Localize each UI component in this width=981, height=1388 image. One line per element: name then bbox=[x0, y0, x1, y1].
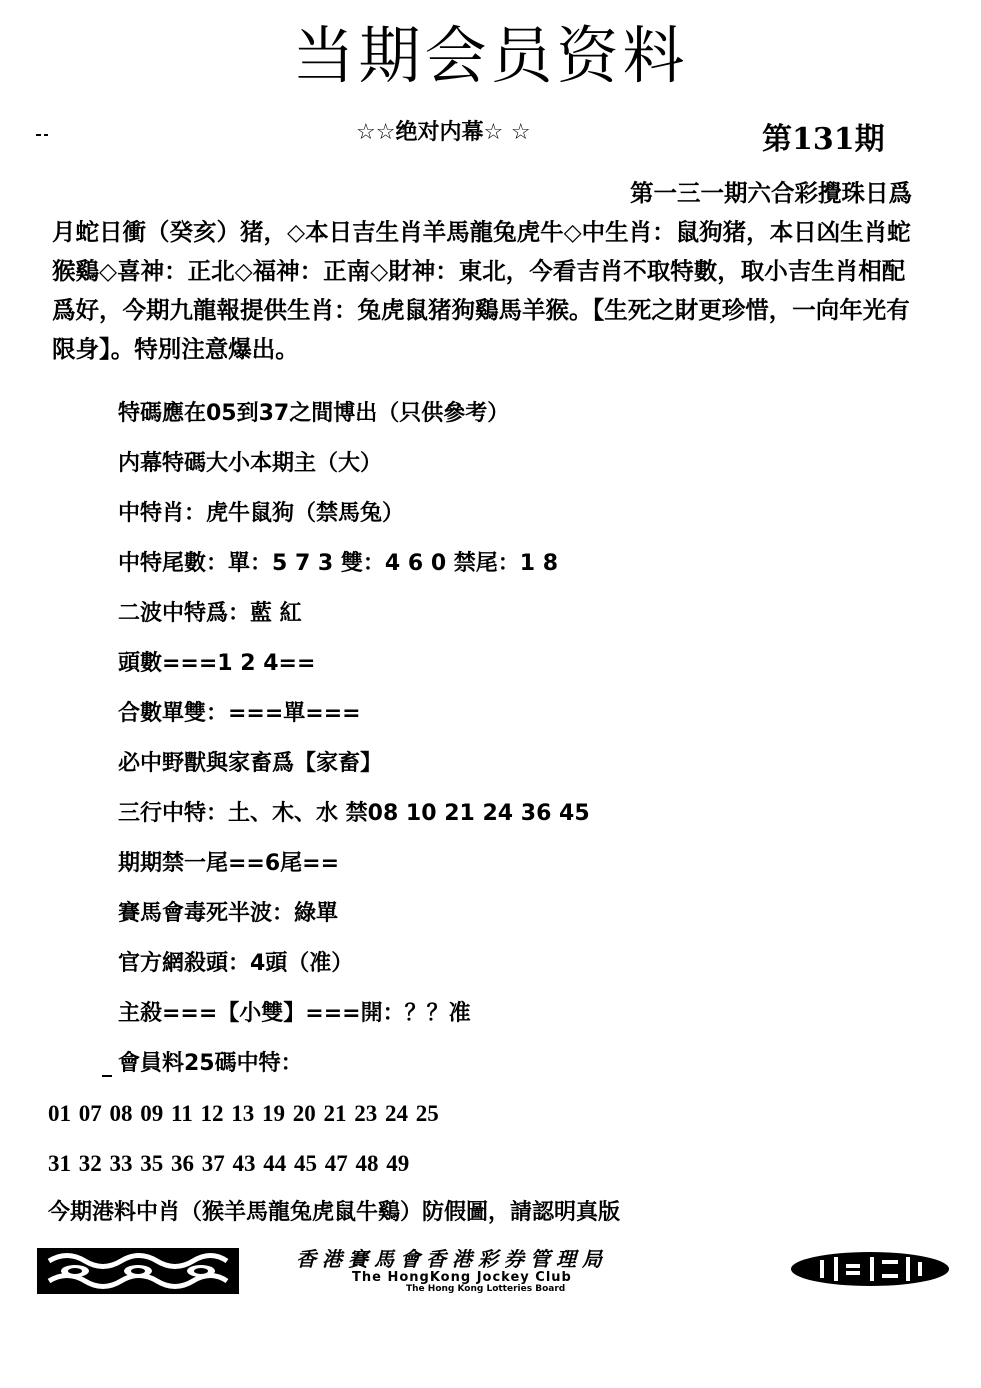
scan-speck bbox=[44, 134, 48, 136]
number-row: 31 32 33 35 36 37 43 44 45 47 48 49 bbox=[48, 1151, 410, 1176]
intro-first-line: 第一三一期六合彩攪珠日爲 bbox=[630, 179, 912, 207]
number-row: 01 07 08 09 11 12 13 19 20 21 23 24 25 bbox=[48, 1101, 439, 1126]
list-item: 二波中特爲：藍 紅 bbox=[118, 601, 302, 626]
subtitle: ☆☆绝对内幕☆ ☆ bbox=[356, 120, 531, 145]
issue-number: 第131期 bbox=[762, 122, 885, 157]
list-item: 中特肖：虎牛鼠狗（禁馬兔） bbox=[118, 501, 405, 526]
list-item: 特碼應在05到37之間博出（只供參考） bbox=[118, 401, 510, 426]
page-title: 当期会员资料 bbox=[292, 19, 689, 92]
lotteries-board-name: The Hong Kong Lotteries Board bbox=[406, 1284, 566, 1294]
jockey-club-logo-right bbox=[790, 1251, 950, 1287]
list-item: 三行中特：土、木、水 禁08 10 21 24 36 45 bbox=[118, 801, 590, 826]
list-item: 中特尾數：單：5 7 3 雙：4 6 0 禁尾：1 8 bbox=[118, 551, 559, 576]
list-item: 頭數===1 2 4== bbox=[118, 651, 316, 676]
list-item: 合數單雙：===單=== bbox=[118, 701, 361, 726]
list-item: 會員料25碼中特： bbox=[118, 1051, 303, 1076]
intro-paragraph bbox=[52, 174, 926, 369]
jockey-club-english-name: The HongKong Jockey Club bbox=[352, 1270, 572, 1285]
jockey-club-logo-left bbox=[37, 1248, 239, 1294]
list-item: 内幕特碼大小本期主（大） bbox=[118, 451, 383, 476]
scan-speck bbox=[102, 1075, 112, 1077]
jockey-club-chinese-name: 香港賽馬會香港彩券管理局 bbox=[296, 1247, 608, 1271]
list-item: 主殺===【小雙】===開：？？准 bbox=[118, 1001, 471, 1026]
footer-note: 今期港料中肖（猴羊馬龍兔虎鼠牛鷄）防假圖，請認明真版 bbox=[48, 1200, 621, 1225]
scan-speck bbox=[36, 134, 41, 136]
list-item: 賽馬會毒死半波：綠單 bbox=[118, 901, 339, 926]
intro-body: 月蛇日衝（癸亥）猪，◇本日吉生肖羊馬龍兔虎牛◇中生肖：鼠狗猪，本日凶生肖蛇猴鷄◇喜神：正北◇福神：正南◇財神：東北，今看吉肖不取特數，取小吉生肖相配爲好，今期九龍報提供生肖：兔虎鼠猪狗鷄馬羊猴。【生死之財更珍惜，一向年光有限身】。特別注意爆出。 bbox=[52, 218, 911, 363]
list-item: 期期禁一尾==6尾== bbox=[118, 851, 340, 876]
list-item: 官方網殺頭：4頭（准） bbox=[118, 951, 354, 976]
list-item: 必中野獸與家畜爲【家畜】 bbox=[118, 751, 383, 776]
